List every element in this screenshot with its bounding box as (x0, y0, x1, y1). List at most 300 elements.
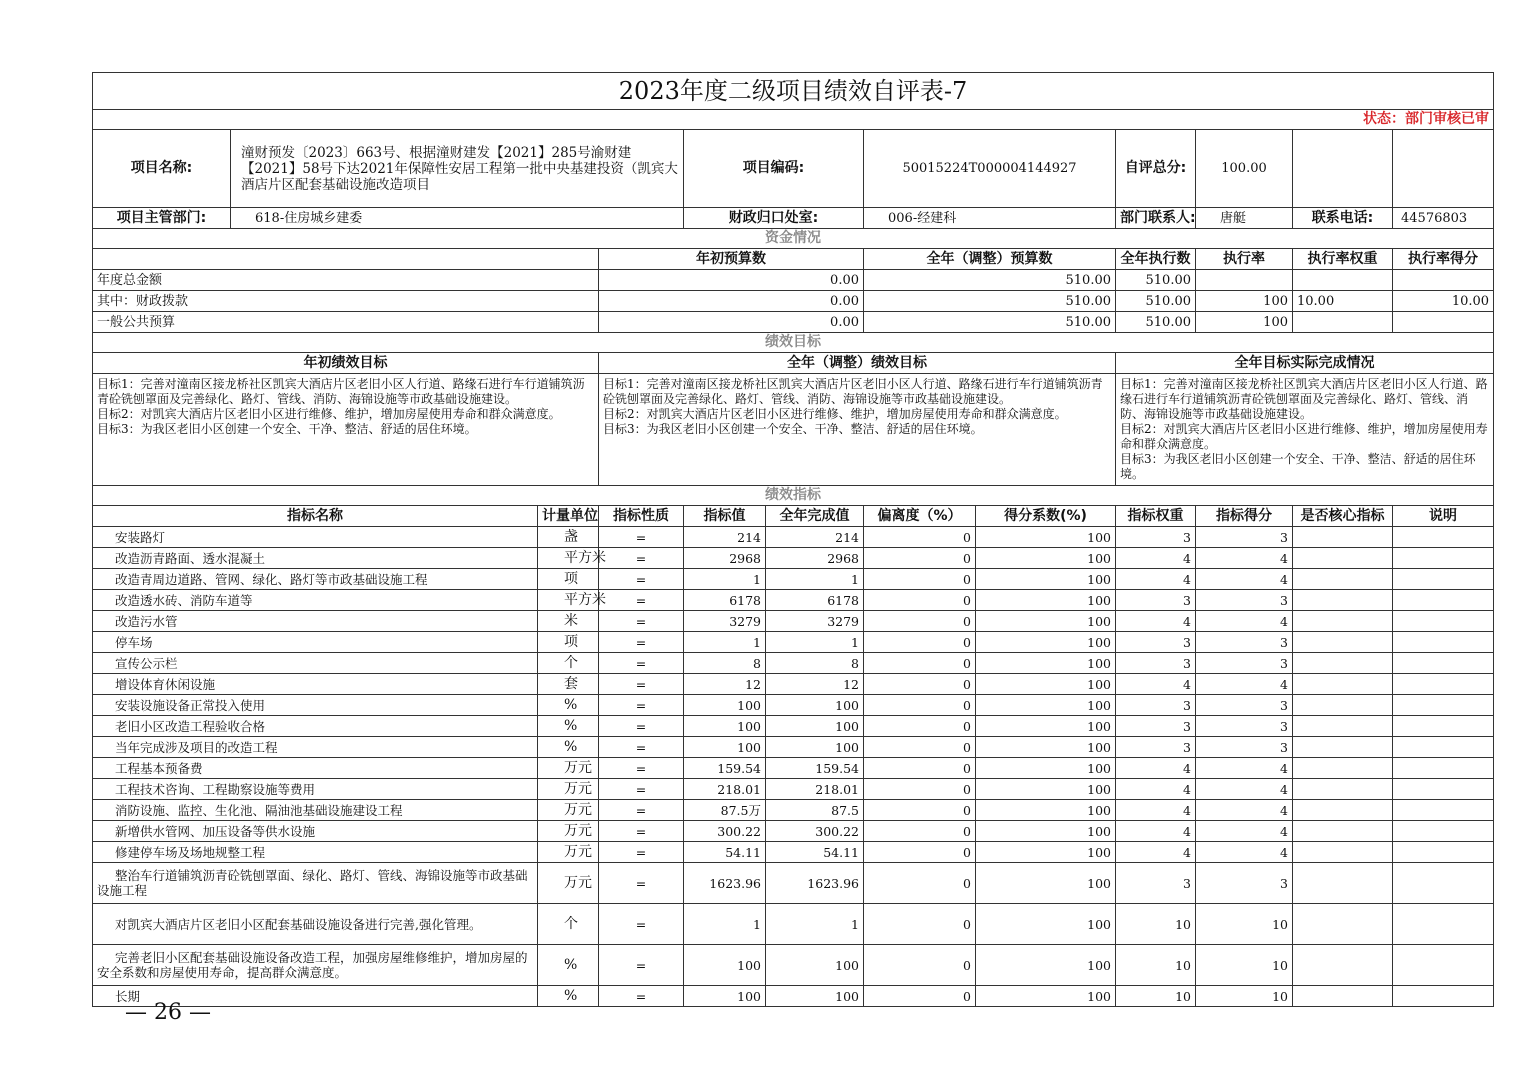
indicator-name: 工程技术咨询、工程勘察设施等费用 (93, 779, 538, 800)
blank-cell (1393, 130, 1494, 208)
table-row (93, 842, 1494, 863)
indicator-score: 4 (1196, 674, 1293, 695)
indicator-header: 指标名称 (93, 506, 538, 527)
table-row (93, 695, 1494, 716)
actual-goals-text: 目标1：完善对潼南区接龙桥社区凯宾大酒店片区老旧小区人行道、路缘石进行车行道铺筑沥青砼铣刨罩面及完善绿化、路灯、管线、消防、海锦设施等市政基础设施建设。 目标2：对凯宾大酒店片区老旧小区进行维修、维护，增加房屋使用寿命和群众满意度。 目标3：为我区老旧小区创建一个安全、干净、整洁、舒适的居住环境。 (1116, 374, 1494, 486)
indicator-deviation: 0 (864, 800, 976, 821)
indicator-target: 100 (684, 986, 766, 1007)
indicator-coefficient: 100 (976, 527, 1116, 548)
indicator-actual: 87.5 (766, 800, 864, 821)
indicator-weight: 4 (1116, 611, 1196, 632)
table-row (93, 674, 1494, 695)
indicator-target: 54.11 (684, 842, 766, 863)
funds-header: 年初预算数 (599, 249, 864, 270)
indicator-nature: = (599, 904, 684, 945)
indicator-weight: 4 (1116, 821, 1196, 842)
indicator-score: 3 (1196, 527, 1293, 548)
indicator-score: 3 (1196, 863, 1293, 904)
indicator-core (1293, 632, 1393, 653)
indicator-unit: 万元 (538, 842, 599, 863)
indicator-target: 100 (684, 737, 766, 758)
indicator-actual: 8 (766, 653, 864, 674)
funds-executed: 510.00 (1116, 270, 1196, 291)
indicator-weight: 4 (1116, 569, 1196, 590)
indicator-target: 2968 (684, 548, 766, 569)
indicator-core (1293, 674, 1393, 695)
dept-value: 618-住房城乡建委 (231, 208, 684, 229)
funds-header: 全年（调整）预算数 (864, 249, 1116, 270)
indicator-core (1293, 821, 1393, 842)
indicator-deviation: 0 (864, 611, 976, 632)
indicator-unit: 万元 (538, 821, 599, 842)
indicator-weight: 3 (1116, 653, 1196, 674)
table-row (93, 758, 1494, 779)
self-score: 100.00 (1196, 130, 1293, 208)
indicator-deviation: 0 (864, 737, 976, 758)
indicator-score: 4 (1196, 779, 1293, 800)
table-row (93, 904, 1494, 945)
page-number: — 26 — (125, 1000, 211, 1025)
indicator-target: 100 (684, 716, 766, 737)
funds-row (93, 291, 1494, 312)
indicator-score: 3 (1196, 695, 1293, 716)
indicator-score: 3 (1196, 716, 1293, 737)
project-code-label: 项目编码: (684, 130, 864, 208)
indicator-deviation: 0 (864, 821, 976, 842)
indicator-deviation: 0 (864, 674, 976, 695)
funds-executed: 510.00 (1116, 291, 1196, 312)
table-row (93, 653, 1494, 674)
indicator-name: 改造青周边道路、管网、绿化、路灯等市政基础设施工程 (93, 569, 538, 590)
indicator-nature: = (599, 716, 684, 737)
indicator-actual: 214 (766, 527, 864, 548)
indicator-target: 87.5万 (684, 800, 766, 821)
indicator-actual: 1 (766, 904, 864, 945)
indicator-target: 6178 (684, 590, 766, 611)
indicator-deviation: 0 (864, 842, 976, 863)
indicator-core (1293, 569, 1393, 590)
indicator-deviation: 0 (864, 653, 976, 674)
indicator-nature: = (599, 945, 684, 986)
funds-weight (1293, 312, 1393, 333)
indicator-target: 214 (684, 527, 766, 548)
indicator-coefficient: 100 (976, 779, 1116, 800)
indicator-weight: 4 (1116, 758, 1196, 779)
contact-label: 部门联系人: (1116, 208, 1196, 229)
indicator-target: 218.01 (684, 779, 766, 800)
indicator-name: 安装路灯 (93, 527, 538, 548)
indicator-score: 3 (1196, 632, 1293, 653)
indicator-nature: = (599, 569, 684, 590)
indicator-header: 指标值 (684, 506, 766, 527)
indicator-weight: 3 (1116, 737, 1196, 758)
indicator-unit: % (538, 695, 599, 716)
indicator-nature: = (599, 821, 684, 842)
indicator-weight: 3 (1116, 716, 1196, 737)
indicator-weight: 3 (1116, 590, 1196, 611)
indicator-score: 10 (1196, 904, 1293, 945)
phone-label: 联系电话: (1293, 208, 1393, 229)
indicator-deviation: 0 (864, 863, 976, 904)
indicator-target: 1623.96 (684, 863, 766, 904)
indicator-deviation: 0 (864, 569, 976, 590)
evaluation-table (92, 72, 1494, 1007)
indicator-header: 全年完成值 (766, 506, 864, 527)
initial-goals-text: 目标1：完善对潼南区接龙桥社区凯宾大酒店片区老旧小区人行道、路缘石进行车行道铺筑沥青砼铣刨罩面及完善绿化、路灯、管线、消防、海锦设施等市政基础设施建设。 目标2：对凯宾大酒店片区老旧小区进行维修、维护，增加房屋使用寿命和群众满意度。 目标3：为我区老旧小区创建一个安全、干净、整洁、舒适的居住环境。 (93, 374, 599, 486)
evaluation-sheet (92, 72, 1490, 1007)
indicator-name: 改造污水管 (93, 611, 538, 632)
indicator-weight: 4 (1116, 779, 1196, 800)
indicator-unit: % (538, 737, 599, 758)
indicator-coefficient: 100 (976, 695, 1116, 716)
indicator-name: 修建停车场及场地规整工程 (93, 842, 538, 863)
indicators-section-title: 绩效指标 (93, 486, 1494, 506)
indicator-coefficient: 100 (976, 716, 1116, 737)
indicator-core (1293, 653, 1393, 674)
indicator-score: 4 (1196, 548, 1293, 569)
funds-score: 10.00 (1393, 291, 1494, 312)
indicator-target: 1 (684, 569, 766, 590)
funds-adjusted: 510.00 (864, 270, 1116, 291)
indicator-name: 增设体育休闲设施 (93, 674, 538, 695)
indicator-actual: 100 (766, 695, 864, 716)
indicator-unit: 平方米 (538, 548, 599, 569)
indicator-note (1393, 945, 1494, 986)
indicator-coefficient: 100 (976, 632, 1116, 653)
indicator-coefficient: 100 (976, 842, 1116, 863)
funds-weight (1293, 270, 1393, 291)
indicator-nature: = (599, 548, 684, 569)
indicator-target: 300.22 (684, 821, 766, 842)
table-row (93, 800, 1494, 821)
indicator-nature: = (599, 800, 684, 821)
indicator-name: 消防设施、监控、生化池、隔油池基础设施建设工程 (93, 800, 538, 821)
indicator-actual: 300.22 (766, 821, 864, 842)
indicator-target: 1 (684, 904, 766, 945)
table-row (93, 611, 1494, 632)
indicator-rows (93, 527, 1494, 1007)
funds-rate: 100 (1196, 291, 1293, 312)
indicator-header: 说明 (1393, 506, 1494, 527)
indicator-actual: 218.01 (766, 779, 864, 800)
indicator-nature: = (599, 986, 684, 1007)
indicator-name: 对凯宾大酒店片区老旧小区配套基础设施设备进行完善,强化管理。 (93, 904, 538, 945)
indicator-weight: 3 (1116, 632, 1196, 653)
funds-row (93, 270, 1494, 291)
indicator-actual: 1 (766, 569, 864, 590)
indicator-actual: 54.11 (766, 842, 864, 863)
indicator-name: 停车场 (93, 632, 538, 653)
indicator-unit: 平方米 (538, 590, 599, 611)
indicator-deviation: 0 (864, 758, 976, 779)
indicator-target: 1 (684, 632, 766, 653)
indicator-nature: = (599, 842, 684, 863)
indicator-weight: 3 (1116, 863, 1196, 904)
indicator-header: 是否核心指标 (1293, 506, 1393, 527)
indicator-coefficient: 100 (976, 986, 1116, 1007)
indicator-actual: 3279 (766, 611, 864, 632)
indicator-core (1293, 611, 1393, 632)
indicator-header: 得分系数(%) (976, 506, 1116, 527)
indicator-coefficient: 100 (976, 800, 1116, 821)
table-row (93, 863, 1494, 904)
indicator-note (1393, 695, 1494, 716)
table-row (93, 779, 1494, 800)
funds-section-title: 资金情况 (93, 229, 1494, 249)
funds-header: 执行率权重 (1293, 249, 1393, 270)
indicator-core (1293, 716, 1393, 737)
indicator-deviation: 0 (864, 527, 976, 548)
indicator-header: 计量单位 (538, 506, 599, 527)
indicator-unit: 个 (538, 653, 599, 674)
indicator-score: 4 (1196, 821, 1293, 842)
indicator-weight: 3 (1116, 695, 1196, 716)
indicator-name: 长期 (93, 986, 538, 1007)
indicator-score: 3 (1196, 737, 1293, 758)
indicator-core (1293, 986, 1393, 1007)
office-value: 006-经建科 (864, 208, 1116, 229)
indicator-name: 完善老旧小区配套基础设施设备改造工程，加强房屋维修维护，增加房屋的安全系数和房屋使用寿命，提高群众满意度。 (93, 945, 538, 986)
table-row (93, 569, 1494, 590)
indicator-note (1393, 986, 1494, 1007)
indicator-target: 3279 (684, 611, 766, 632)
indicator-note (1393, 737, 1494, 758)
indicator-note (1393, 758, 1494, 779)
indicator-unit: 项 (538, 632, 599, 653)
indicator-header: 指标得分 (1196, 506, 1293, 527)
indicator-name: 改造透水砖、消防车道等 (93, 590, 538, 611)
status-text: 状态：部门审核已审 (93, 110, 1494, 130)
indicator-core (1293, 863, 1393, 904)
indicator-nature: = (599, 779, 684, 800)
table-row (93, 945, 1494, 986)
indicator-weight: 4 (1116, 548, 1196, 569)
indicator-weight: 10 (1116, 945, 1196, 986)
indicator-core (1293, 548, 1393, 569)
indicator-deviation: 0 (864, 904, 976, 945)
indicator-weight: 4 (1116, 674, 1196, 695)
indicator-core (1293, 800, 1393, 821)
funds-initial: 0.00 (599, 312, 864, 333)
indicator-nature: = (599, 527, 684, 548)
indicator-note (1393, 674, 1494, 695)
indicator-actual: 159.54 (766, 758, 864, 779)
indicator-nature: = (599, 695, 684, 716)
indicator-note (1393, 779, 1494, 800)
indicator-nature: = (599, 758, 684, 779)
indicator-core (1293, 904, 1393, 945)
indicator-note (1393, 569, 1494, 590)
indicator-nature: = (599, 653, 684, 674)
indicator-core (1293, 527, 1393, 548)
blank-cell (1293, 130, 1393, 208)
table-row (93, 548, 1494, 569)
indicator-core (1293, 695, 1393, 716)
indicator-note (1393, 653, 1494, 674)
indicator-actual: 2968 (766, 548, 864, 569)
indicator-unit: % (538, 716, 599, 737)
indicator-coefficient: 100 (976, 590, 1116, 611)
indicator-core (1293, 590, 1393, 611)
phone-value: 44576803 (1393, 208, 1494, 229)
indicator-core (1293, 779, 1393, 800)
table-row (93, 590, 1494, 611)
indicator-unit: % (538, 986, 599, 1007)
funds-weight: 10.00 (1293, 291, 1393, 312)
table-row (93, 821, 1494, 842)
indicator-name: 新增供水管网、加压设备等供水设施 (93, 821, 538, 842)
indicator-coefficient: 100 (976, 653, 1116, 674)
project-name: 潼财预发〔2023〕663号、根据潼财建发【2021】285号渝财建【2021】58号下达2021年保障性安居工程第一批中央基建投资（凯宾大酒店片区配套基础设施改造项目 (231, 130, 684, 208)
indicator-unit: % (538, 945, 599, 986)
indicator-deviation: 0 (864, 590, 976, 611)
indicator-note (1393, 821, 1494, 842)
indicator-nature: = (599, 611, 684, 632)
indicator-coefficient: 100 (976, 904, 1116, 945)
funds-header: 执行率 (1196, 249, 1293, 270)
self-score-label: 自评总分: (1116, 130, 1196, 208)
indicator-coefficient: 100 (976, 674, 1116, 695)
contact-value: 唐艇 (1196, 208, 1293, 229)
indicator-deviation: 0 (864, 632, 976, 653)
dept-label: 项目主管部门: (93, 208, 231, 229)
indicator-nature: = (599, 590, 684, 611)
page-title: 2023年度二级项目绩效自评表-7 (93, 73, 1494, 110)
funds-header: 执行率得分 (1393, 249, 1494, 270)
indicator-header: 指标权重 (1116, 506, 1196, 527)
funds-adjusted: 510.00 (864, 312, 1116, 333)
indicator-header: 指标性质 (599, 506, 684, 527)
indicator-deviation: 0 (864, 986, 976, 1007)
table-row (93, 986, 1494, 1007)
indicator-actual: 6178 (766, 590, 864, 611)
indicator-actual: 100 (766, 716, 864, 737)
indicator-deviation: 0 (864, 779, 976, 800)
indicator-target: 100 (684, 695, 766, 716)
indicator-core (1293, 758, 1393, 779)
indicator-actual: 100 (766, 737, 864, 758)
indicator-name: 改造沥青路面、透水混凝土 (93, 548, 538, 569)
goals-header: 全年（调整）绩效目标 (599, 353, 1116, 374)
project-code: 50015224T000004144927 (864, 130, 1116, 208)
indicator-name: 当年完成涉及项目的改造工程 (93, 737, 538, 758)
indicator-score: 10 (1196, 986, 1293, 1007)
indicator-coefficient: 100 (976, 737, 1116, 758)
indicator-coefficient: 100 (976, 548, 1116, 569)
indicator-score: 3 (1196, 653, 1293, 674)
table-row (93, 527, 1494, 548)
funds-initial: 0.00 (599, 270, 864, 291)
indicator-score: 4 (1196, 800, 1293, 821)
indicator-unit: 米 (538, 611, 599, 632)
indicator-weight: 3 (1116, 527, 1196, 548)
indicator-note (1393, 527, 1494, 548)
indicator-actual: 100 (766, 945, 864, 986)
indicator-note (1393, 632, 1494, 653)
funds-row-name: 一般公共预算 (93, 312, 599, 333)
indicator-nature: = (599, 737, 684, 758)
table-row (93, 737, 1494, 758)
indicator-deviation: 0 (864, 945, 976, 986)
indicator-unit: 万元 (538, 800, 599, 821)
indicator-note (1393, 904, 1494, 945)
indicator-note (1393, 842, 1494, 863)
indicator-coefficient: 100 (976, 945, 1116, 986)
indicator-weight: 4 (1116, 800, 1196, 821)
indicator-note (1393, 590, 1494, 611)
indicator-weight: 10 (1116, 904, 1196, 945)
indicator-unit: 万元 (538, 863, 599, 904)
indicator-name: 宣传公示栏 (93, 653, 538, 674)
indicator-core (1293, 737, 1393, 758)
indicator-core (1293, 945, 1393, 986)
indicator-unit: 盏 (538, 527, 599, 548)
indicator-weight: 10 (1116, 986, 1196, 1007)
indicator-note (1393, 863, 1494, 904)
indicator-note (1393, 716, 1494, 737)
funds-row-name: 其中：财政拨款 (93, 291, 599, 312)
goals-header: 年初绩效目标 (93, 353, 599, 374)
indicator-target: 100 (684, 945, 766, 986)
indicator-note (1393, 611, 1494, 632)
indicator-unit: 项 (538, 569, 599, 590)
indicator-score: 3 (1196, 590, 1293, 611)
indicator-target: 8 (684, 653, 766, 674)
funds-score (1393, 270, 1494, 291)
indicator-name: 安装设施设备正常投入使用 (93, 695, 538, 716)
indicator-score: 4 (1196, 842, 1293, 863)
office-label: 财政归口处室: (684, 208, 864, 229)
indicator-core (1293, 842, 1393, 863)
funds-rate (1196, 270, 1293, 291)
funds-score (1393, 312, 1494, 333)
indicator-deviation: 0 (864, 716, 976, 737)
indicator-coefficient: 100 (976, 569, 1116, 590)
indicator-unit: 个 (538, 904, 599, 945)
adjusted-goals-text: 目标1：完善对潼南区接龙桥社区凯宾大酒店片区老旧小区人行道、路缘石进行车行道铺筑沥青砼铣刨罩面及完善绿化、路灯、管线、消防、海锦设施等市政基础设施建设。 目标2：对凯宾大酒店片区老旧小区进行维修、维护，增加房屋使用寿命和群众满意度。 目标3：为我区老旧小区创建一个安全、干净、整洁、舒适的居住环境。 (599, 374, 1116, 486)
indicator-weight: 4 (1116, 842, 1196, 863)
indicator-target: 12 (684, 674, 766, 695)
funds-initial: 0.00 (599, 291, 864, 312)
funds-row-name: 年度总金额 (93, 270, 599, 291)
indicator-coefficient: 100 (976, 758, 1116, 779)
indicator-nature: = (599, 674, 684, 695)
indicator-note (1393, 800, 1494, 821)
funds-rate: 100 (1196, 312, 1293, 333)
project-name-label: 项目名称: (93, 130, 231, 208)
funds-header: 全年执行数 (1116, 249, 1196, 270)
indicator-deviation: 0 (864, 695, 976, 716)
blank-cell (93, 249, 599, 270)
indicator-unit: 套 (538, 674, 599, 695)
indicator-deviation: 0 (864, 548, 976, 569)
indicator-nature: = (599, 863, 684, 904)
indicator-header: 偏离度（%） (864, 506, 976, 527)
indicator-coefficient: 100 (976, 611, 1116, 632)
indicator-name: 老旧小区改造工程验收合格 (93, 716, 538, 737)
funds-row (93, 312, 1494, 333)
funds-adjusted: 510.00 (864, 291, 1116, 312)
funds-executed: 510.00 (1116, 312, 1196, 333)
indicator-target: 159.54 (684, 758, 766, 779)
goals-header: 全年目标实际完成情况 (1116, 353, 1494, 374)
indicator-nature: = (599, 632, 684, 653)
indicator-actual: 1623.96 (766, 863, 864, 904)
indicator-name: 工程基本预备费 (93, 758, 538, 779)
indicator-score: 4 (1196, 758, 1293, 779)
indicator-coefficient: 100 (976, 863, 1116, 904)
indicator-unit: 万元 (538, 779, 599, 800)
